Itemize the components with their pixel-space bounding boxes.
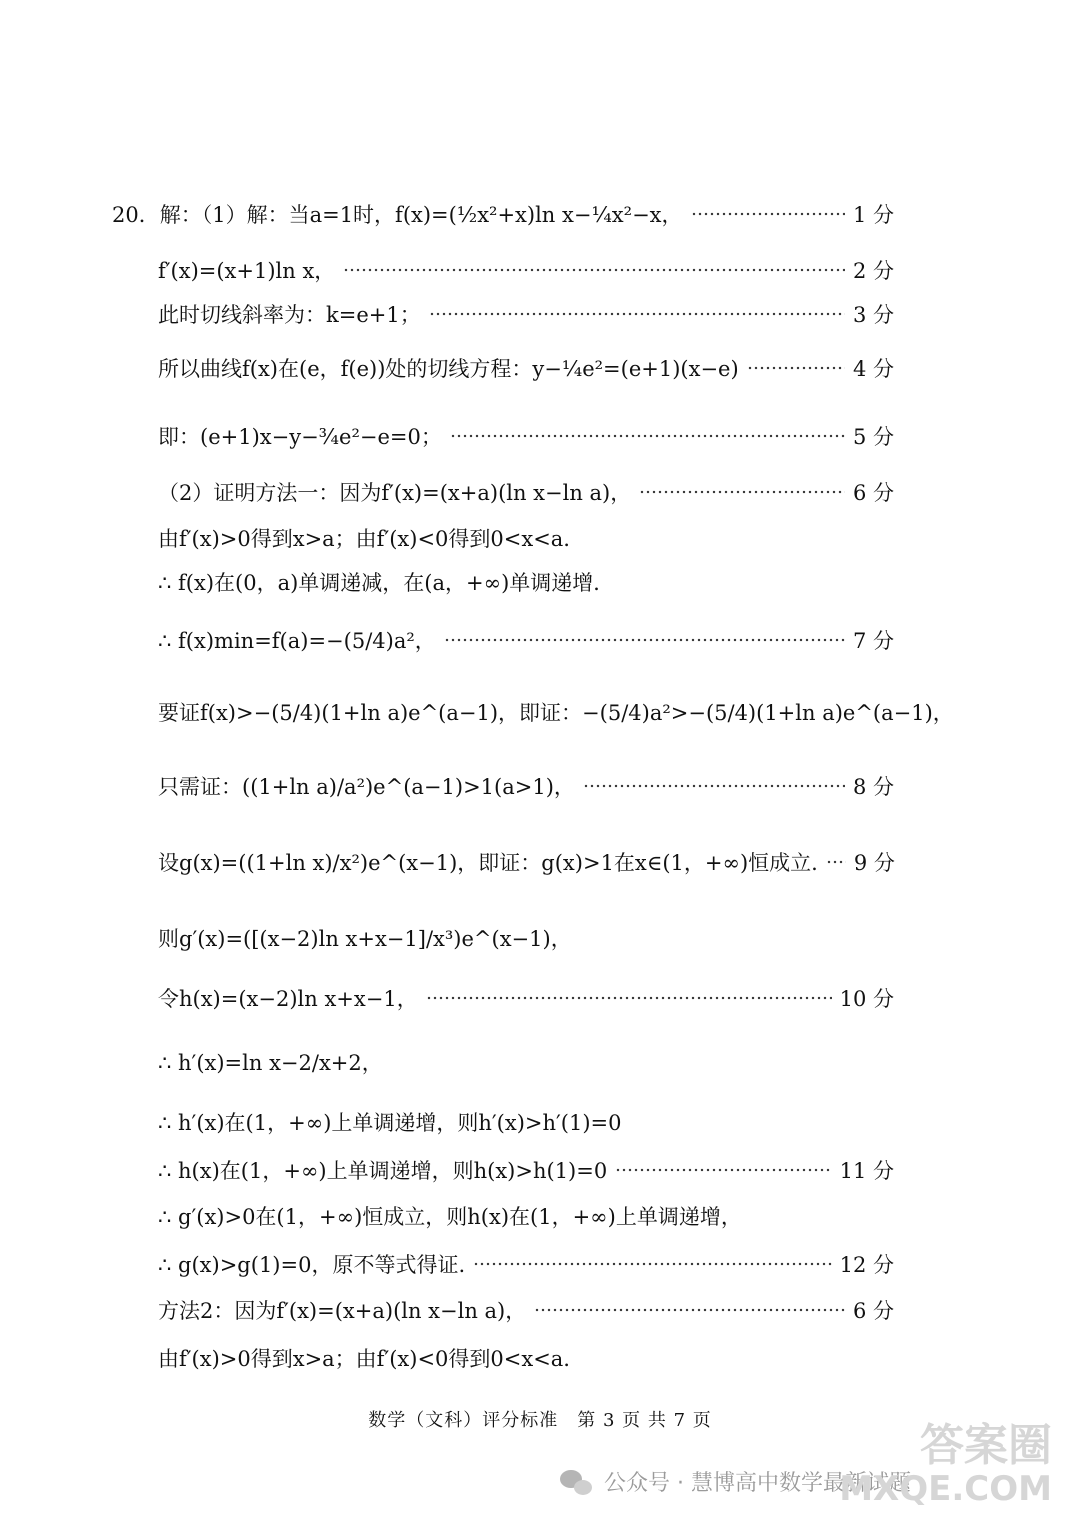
leader-dots <box>747 366 845 370</box>
site-watermark-bottom: MXQE.COM <box>839 1469 1052 1509</box>
solution-line <box>158 470 894 514</box>
solution-line-text: 20．解：（1）解：当a=1时，f(x)=(½x²+x)ln x−¼x²−x， <box>112 203 683 227</box>
solution-line-text: ∴ f(x)min=f(a)=−(5/4)a²， <box>158 629 436 653</box>
score-label: 11 分 <box>839 1159 894 1183</box>
solution-line <box>158 1288 894 1332</box>
score-label: 6 分 <box>852 481 894 505</box>
solution-line <box>158 1040 894 1084</box>
leader-dots <box>691 212 845 216</box>
leader-dots <box>583 784 845 788</box>
solution-line-text: ∴ f(x)在(0，a)单调递减，在(a，+∞)单调递增． <box>158 571 615 595</box>
solution-line-text: ∴ h(x)在(1，+∞)上单调递增，则h(x)>h(1)=0 <box>158 1159 608 1183</box>
score-label: 10 分 <box>839 987 894 1011</box>
leader-dots <box>473 1262 831 1266</box>
leader-dots <box>429 312 845 316</box>
score-label: 2 分 <box>852 259 894 283</box>
solution-line-text: 则g′(x)=([(x−2)ln x+x−1]/x³)e^(x−1)， <box>158 927 572 951</box>
solution-line <box>158 292 894 336</box>
solution-line <box>112 192 894 236</box>
solution-line <box>158 414 894 458</box>
solution-line <box>158 1194 894 1238</box>
wechat-icon <box>560 1468 594 1496</box>
solution-line-text: 由f′(x)>0得到x>a；由f′(x)<0得到0<x<a． <box>158 527 585 551</box>
solution-line-text: 令h(x)=(x−2)ln x+x−1， <box>158 987 418 1011</box>
solution-line-text: ∴ h′(x)=ln x−2/x+2， <box>158 1051 383 1075</box>
score-label: 1 分 <box>852 203 894 227</box>
solution-line-text: 要证f(x)>−(5/4)(1+ln a)e^(a−1)，即证：−(5/4)a²>−(5/4)(1+ln a)e^(a−1)， <box>158 701 954 725</box>
page-footer: 数学（文科）评分标准 第 3 页 共 7 页 <box>368 1410 712 1431</box>
solution-line <box>158 764 894 808</box>
score-label: 12 分 <box>839 1253 894 1277</box>
solution-line-text: 只需证：((1+ln a)/a²)e^(a−1)>1(a>1)， <box>158 775 575 799</box>
solution-line <box>158 840 894 884</box>
leader-dots <box>343 268 845 272</box>
score-label: 3 分 <box>852 303 894 327</box>
solution-line <box>158 248 894 292</box>
solution-line-text: ∴ g(x)>g(1)=0，原不等式得证. <box>158 1253 466 1277</box>
solution-line <box>158 1148 894 1192</box>
solution-line-text: 设g(x)=((1+ln x)/x²)e^(x−1)，即证：g(x)>1在x∈(1，+∞)恒成立. <box>158 851 818 875</box>
score-label: 8 分 <box>852 775 894 799</box>
solution-line-text: 方法2：因为f′(x)=(x+a)(ln x−ln a)， <box>158 1299 527 1323</box>
solution-line <box>158 618 894 662</box>
score-label: 6 分 <box>852 1299 894 1323</box>
site-watermark-top: 答案圈 <box>920 1420 1052 1471</box>
solution-line-text: 由f′(x)>0得到x>a；由f′(x)<0得到0<x<a． <box>158 1347 585 1371</box>
solution-line <box>158 1100 894 1144</box>
solution-line <box>158 1336 894 1380</box>
score-label: 9 分 <box>853 851 895 875</box>
solution-line <box>158 346 894 390</box>
solution-line <box>158 916 894 960</box>
solution-line <box>158 560 894 604</box>
score-label: 5 分 <box>852 425 894 449</box>
solution-line <box>158 976 894 1020</box>
leader-dots <box>826 860 846 864</box>
leader-dots <box>615 1168 831 1172</box>
leader-dots <box>639 490 845 494</box>
leader-dots <box>426 996 832 1000</box>
solution-line-text: （2）证明方法一：因为f′(x)=(x+a)(ln x−ln a)， <box>158 481 632 505</box>
solution-line-text: ∴ h′(x)在(1，+∞)上单调递增，则h′(x)>h′(1)=0 <box>158 1111 622 1135</box>
solution-line <box>158 690 954 734</box>
solution-line-text: ∴ g′(x)>0在(1，+∞)恒成立，则h(x)在(1，+∞)上单调递增， <box>158 1205 742 1229</box>
score-label: 7 分 <box>852 629 894 653</box>
solution-line-text: 此时切线斜率为：k=e+1； <box>158 303 421 327</box>
solution-line <box>158 1242 894 1286</box>
leader-dots <box>444 638 845 642</box>
watermark-account: 公众号 · 慧博高中数学最新试题 <box>604 1471 911 1496</box>
leader-dots <box>450 434 845 438</box>
solution-line-text: f′(x)=(x+1)ln x， <box>158 259 336 283</box>
solution-line-text: 即：(e+1)x−y−¾e²−e=0； <box>158 425 442 449</box>
score-label: 4 分 <box>852 357 894 381</box>
leader-dots <box>534 1308 845 1312</box>
solution-line <box>158 516 894 560</box>
site-watermark <box>839 1420 1052 1509</box>
solution-line-text: 所以曲线f(x)在(e，f(e))处的切线方程：y−¼e²=(e+1)(x−e) <box>158 357 739 381</box>
